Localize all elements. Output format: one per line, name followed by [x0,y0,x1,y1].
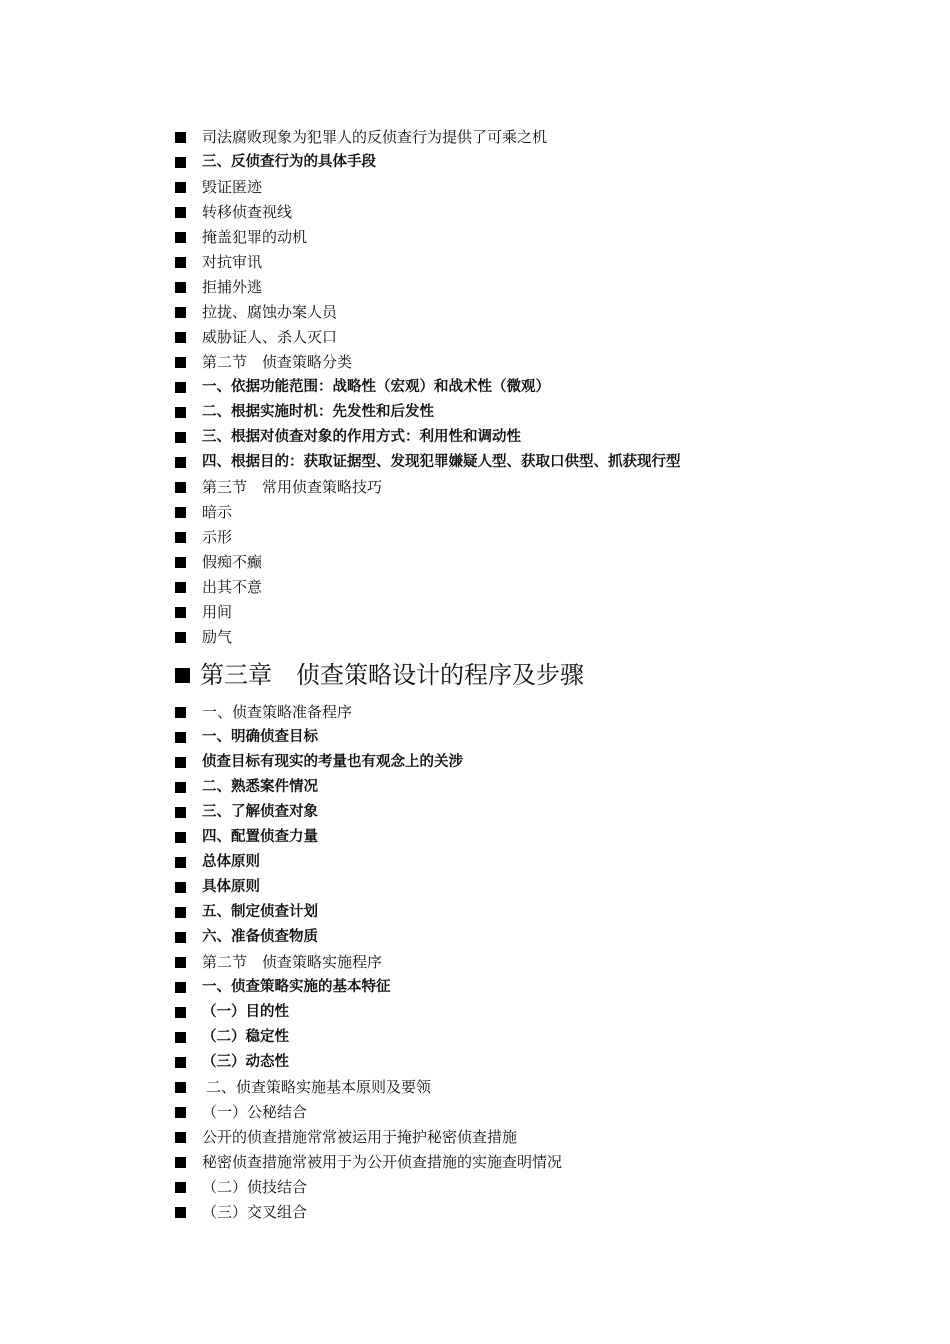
square-bullet-icon [175,1057,186,1068]
list-item [172,125,872,150]
list-item [172,1000,872,1025]
square-bullet-icon [175,732,186,743]
square-bullet-icon [175,182,186,193]
list-item-text: 拉拢、腐蚀办案人员 [202,303,338,321]
square-bullet-icon [175,1132,186,1143]
list-item [172,750,872,775]
square-bullet-icon [175,157,186,168]
list-item [172,225,872,250]
list-item [172,800,872,825]
list-item [172,900,872,925]
square-bullet-icon [175,532,186,543]
square-bullet-icon [175,432,186,443]
list-item-text: 司法腐败现象为犯罪人的反侦查行为提供了可乘之机 [202,128,548,146]
list-item [172,1175,872,1200]
list-item-text: 四、配置侦查力量 [202,829,318,845]
square-bullet-icon [175,907,186,918]
square-bullet-icon [175,1082,186,1093]
list-item-text: （一）目的性 [202,1004,289,1020]
list-item-text: 三、反侦查行为的具体手段 [202,154,376,170]
list-item-text: （三）动态性 [202,1054,289,1070]
outline-list [172,125,872,1225]
square-bullet-icon [175,307,186,318]
list-item [172,850,872,875]
list-item-text: 一、依据功能范围：战略性（宏观）和战术性（微观） [202,379,550,395]
square-bullet-icon [175,332,186,343]
square-bullet-icon [175,557,186,568]
list-item-text: 掩盖犯罪的动机 [202,228,308,246]
list-item [172,700,872,725]
list-item [172,550,872,575]
list-item [172,200,872,225]
list-item [172,325,872,350]
list-item-text: 第三节 常用侦查策略技巧 [202,478,383,496]
list-item-text: 第三章 侦查策略设计的程序及步骤 [200,661,584,689]
list-item [172,725,872,750]
list-item [172,875,872,900]
square-bullet-icon [175,832,186,843]
square-bullet-icon [175,232,186,243]
list-item [172,575,872,600]
list-item-text: 总体原则 [202,854,260,870]
list-item-text: 暗示 [202,503,233,521]
square-bullet-icon [175,882,186,893]
square-bullet-icon [175,482,186,493]
list-item-text: 四、根据目的：获取证据型、发现犯罪嫌疑人型、获取口供型、抓获现行型 [202,454,681,470]
square-bullet-icon [175,282,186,293]
list-item-text: 毁证匿迹 [202,178,263,196]
square-bullet-icon [175,807,186,818]
list-item [172,275,872,300]
square-bullet-icon [175,632,186,643]
list-item [172,1100,872,1125]
list-item-text: 二、熟悉案件情况 [202,779,318,795]
square-bullet-icon [175,257,186,268]
list-item-text: 假痴不癫 [202,553,263,571]
list-item [172,950,872,975]
list-item [172,250,872,275]
square-bullet-icon [175,957,186,968]
square-bullet-icon [175,382,186,393]
square-bullet-icon [175,1207,186,1218]
square-bullet-icon [175,132,186,143]
list-item [172,1075,872,1100]
list-item [172,400,872,425]
square-bullet-icon [175,1107,186,1118]
list-item [172,1050,872,1075]
list-item-text: 具体原则 [202,879,260,895]
list-item [172,975,872,1000]
list-item [172,775,872,800]
list-item-text: 用间 [202,603,233,621]
list-item-text: 秘密侦查措施常被用于为公开侦查措施的实施查明情况 [202,1153,563,1171]
square-bullet-icon [175,407,186,418]
list-item-text: 励气 [202,628,233,646]
list-item [172,175,872,200]
list-item [172,1025,872,1050]
list-item-text: 拒捕外逃 [202,278,263,296]
list-item-text: （三）交叉组合 [202,1203,308,1221]
list-item-text: 二、根据实施时机：先发性和后发性 [202,404,434,420]
square-bullet-icon [175,607,186,618]
list-item [172,525,872,550]
list-item-text: 六、准备侦查物质 [202,929,318,945]
list-item [172,475,872,500]
square-bullet-icon [175,582,186,593]
list-item-text: 公开的侦查措施常常被运用于掩护秘密侦查措施 [202,1128,518,1146]
square-bullet-icon [175,1182,186,1193]
list-item-text: 二、侦查策略实施基本原则及要领 [206,1078,432,1096]
list-item-text: 三、了解侦查对象 [202,804,318,820]
list-item-text: 出其不意 [202,578,263,596]
square-bullet-icon [175,357,186,368]
list-item [172,500,872,525]
list-item [172,300,872,325]
list-item-text: 一、明确侦查目标 [202,729,318,745]
list-item [172,150,872,175]
square-bullet-icon [175,757,186,768]
list-item-text: 第二节 侦查策略实施程序 [202,953,383,971]
list-item [172,625,872,650]
square-bullet-icon [175,507,186,518]
list-item-text: 五、制定侦查计划 [202,904,318,920]
list-item [172,350,872,375]
square-bullet-icon [175,457,186,468]
list-item [172,425,872,450]
square-bullet-icon [175,982,186,993]
square-bullet-icon [175,782,186,793]
list-item-text: 三、根据对侦查对象的作用方式：利用性和调动性 [202,429,521,445]
list-item-text: 威胁证人、杀人灭口 [202,328,338,346]
list-item-text: 一、侦查策略准备程序 [202,703,353,721]
list-item [172,925,872,950]
list-item [172,600,872,625]
square-bullet-icon [175,707,186,718]
list-item-text: 示形 [202,528,233,546]
list-item [172,450,872,475]
list-item-text: （二）稳定性 [202,1029,289,1045]
list-item-text: 一、侦查策略实施的基本特征 [202,979,391,995]
list-item [172,1150,872,1175]
list-item [172,1125,872,1150]
list-item [172,825,872,850]
list-item-text: （一）公秘结合 [202,1103,308,1121]
list-item [172,1200,872,1225]
list-item-text: 转移侦查视线 [202,203,293,221]
list-item-text: 第二节 侦查策略分类 [202,353,353,371]
square-bullet-icon [175,1157,186,1168]
square-bullet-icon [175,857,186,868]
square-bullet-icon [175,668,190,683]
chapter-heading [172,650,872,700]
list-item-text: （二）侦技结合 [202,1178,308,1196]
list-item-text: 对抗审讯 [202,253,263,271]
square-bullet-icon [175,207,186,218]
square-bullet-icon [175,932,186,943]
list-item-text: 侦查目标有现实的考量也有观念上的关涉 [202,754,463,770]
list-item [172,375,872,400]
square-bullet-icon [175,1007,186,1018]
square-bullet-icon [175,1032,186,1043]
